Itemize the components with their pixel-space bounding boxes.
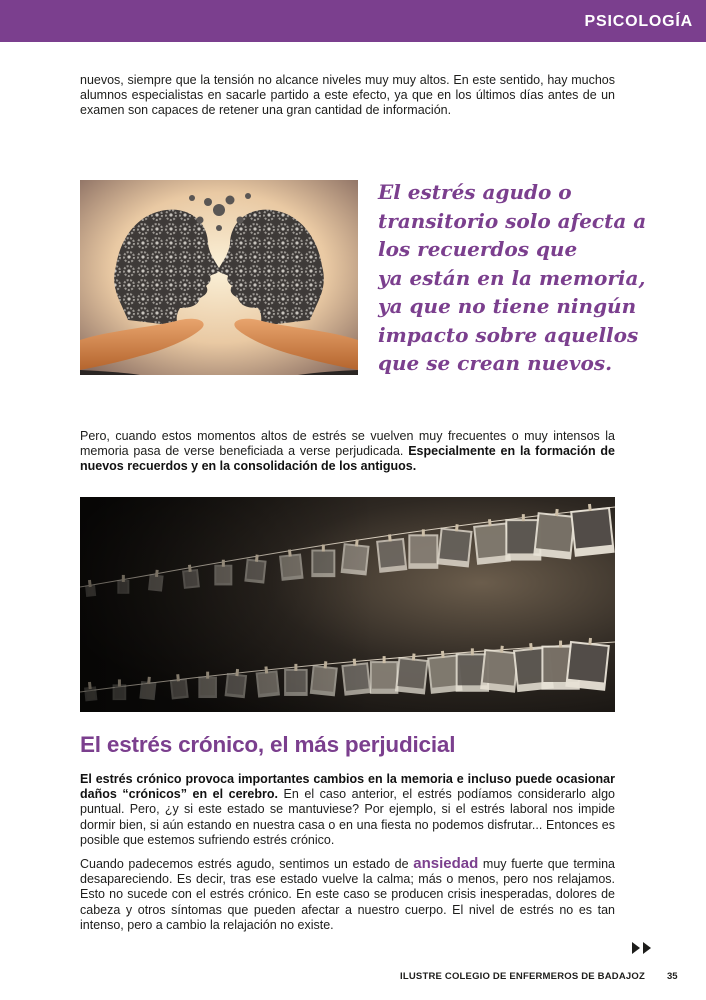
- pull-quote-line: que se crean nuevos.: [378, 351, 613, 375]
- section-label: PSICOLOGÍA: [584, 13, 693, 30]
- gear-heads-illustration: [80, 180, 358, 375]
- section-heading: El estrés crónico, el más perjudicial: [80, 732, 456, 757]
- page-number: 35: [667, 971, 678, 982]
- paragraph-emphasis: Especialmente en la formación de nuevos recuerdos y en la consolidación de los antiguos.: [80, 444, 615, 474]
- pull-quote-line: ya que no tiene ningún: [378, 294, 637, 318]
- paragraph-intro: nuevos, siempre que la tensión no alcance niveles muy muy altos. En este sentido, hay muchos alumnos especialistas en sacarle partido a este efecto, ya que en los últimos días antes de un examen son capaces de retener una gran cantidad de información.: [80, 73, 615, 118]
- paragraph-text: En el caso anterior, el estrés podíamos considerarlo algo puntual. Pero, ¿y si este estado se mantuviese? Por ejemplo, si el estrés laboral nos impide dormir bien, si aún estando en nuestra casa o en una fiesta no podemos disfrutar... Entonces es posible que estemos sufriendo estrés crónico.: [80, 787, 615, 847]
- double-triangle-right-icon[interactable]: [630, 940, 654, 954]
- gear-heads-hands-image: [80, 180, 358, 375]
- header-bar: [0, 0, 706, 42]
- paragraph-text: muy fuerte que termina desapareciendo. Es decir, tras ese estado vuelve la calma; más o menos, pero nos relajamos. Esto no sucede con el estrés crónico. En este caso se producen crisis inesperadas, dolores de cabeza y otros síntomas que pueden afectar a nuestro cuerpo. El nivel de estrés no es tan intenso, pero a cambio la relajación no existe.: [80, 857, 615, 932]
- pull-quote-line: transitorio solo afecta a: [378, 208, 647, 233]
- paragraph-chronic-stress: [80, 772, 615, 848]
- pull-quote-line: los recuerdos que: [378, 237, 578, 261]
- paragraph-text: Cuando padecemos estrés agudo, sentimos un estado de: [80, 857, 414, 871]
- pull-quote: [378, 178, 647, 378]
- paragraph-emphasis: El estrés crónico provoca importantes cambios en la memoria e incluso puede ocasionar daños “crónicos” en el cerebro.: [80, 772, 615, 802]
- keyword-anxiety: ansiedad: [413, 855, 479, 872]
- footer-publisher: ILUSTRE COLEGIO DE ENFERMEROS DE BADAJOZ: [400, 971, 645, 982]
- hanging-photos-image: [80, 497, 615, 712]
- hanging-photos-illustration: [80, 497, 615, 712]
- paragraph-anxiety: [80, 856, 615, 933]
- pull-quote-line: impacto sobre aquellos: [378, 322, 639, 347]
- paragraph-text: Pero, cuando estos momentos altos de estrés se vuelven muy frecuentes o muy intensos la memoria pasa de verse beneficiada a verse perjudicada.: [80, 429, 615, 459]
- paragraph-frequent-stress: [80, 429, 615, 475]
- pull-quote-line: ya están en la memoria,: [378, 265, 646, 290]
- pull-quote-line: El estrés agudo o: [378, 180, 572, 204]
